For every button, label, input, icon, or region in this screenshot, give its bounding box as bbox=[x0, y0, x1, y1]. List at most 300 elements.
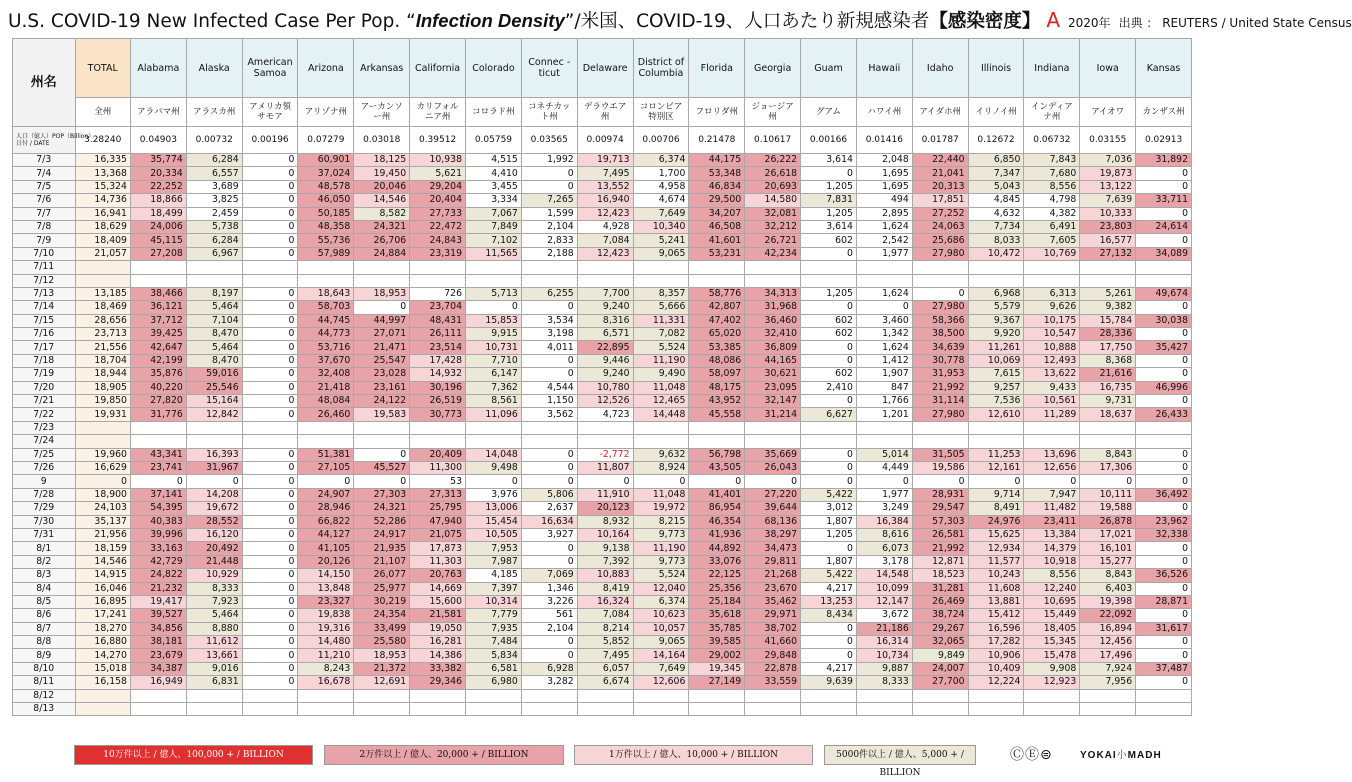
value-cell: 53,385 bbox=[689, 341, 745, 354]
value-cell: 19,417 bbox=[130, 595, 186, 608]
value-cell bbox=[912, 274, 968, 287]
total-cell bbox=[75, 689, 130, 702]
column-header-en: Arizona bbox=[298, 39, 354, 98]
total-cell: 16,941 bbox=[75, 207, 130, 220]
total-cell: 28,656 bbox=[75, 314, 130, 327]
value-cell: 0 bbox=[1136, 555, 1192, 568]
table-row bbox=[13, 167, 1192, 180]
value-cell: 29,547 bbox=[912, 502, 968, 515]
value-cell: 0 bbox=[186, 475, 242, 488]
table-row bbox=[13, 609, 1192, 622]
value-cell bbox=[801, 421, 857, 434]
value-cell: 38,466 bbox=[130, 287, 186, 300]
column-header-en: California bbox=[410, 39, 466, 98]
column-header-en: Idaho bbox=[912, 39, 968, 98]
value-cell: 40,220 bbox=[130, 381, 186, 394]
value-cell: 30,038 bbox=[1136, 314, 1192, 327]
corner-label: 州名 bbox=[13, 39, 76, 127]
value-cell: 19,713 bbox=[577, 154, 633, 167]
value-cell: 11,565 bbox=[466, 247, 522, 260]
value-cell: 2,833 bbox=[521, 234, 577, 247]
column-header-ja: 全州 bbox=[75, 98, 130, 127]
total-cell: 17,241 bbox=[75, 609, 130, 622]
value-cell: 7,831 bbox=[801, 194, 857, 207]
column-header-en: Kansas bbox=[1136, 39, 1192, 98]
value-cell bbox=[577, 421, 633, 434]
value-cell: 0 bbox=[242, 301, 298, 314]
value-cell: 5,014 bbox=[856, 448, 912, 461]
value-cell: 0 bbox=[242, 354, 298, 367]
value-cell: 4,928 bbox=[577, 220, 633, 233]
value-cell: 0 bbox=[130, 475, 186, 488]
value-cell: 9,915 bbox=[466, 328, 522, 341]
table-row bbox=[13, 676, 1192, 689]
total-cell: 19,931 bbox=[75, 408, 130, 421]
value-cell: 7,649 bbox=[633, 662, 689, 675]
value-cell: 15,600 bbox=[410, 595, 466, 608]
value-cell: 5,834 bbox=[466, 649, 522, 662]
value-cell: 0 bbox=[521, 301, 577, 314]
value-cell: 8,470 bbox=[186, 354, 242, 367]
table-row bbox=[13, 515, 1192, 528]
value-cell: 27,980 bbox=[912, 408, 968, 421]
value-cell: 14,932 bbox=[410, 368, 466, 381]
value-cell: 4,544 bbox=[521, 381, 577, 394]
value-cell: 22,440 bbox=[912, 154, 968, 167]
value-cell: 4,845 bbox=[968, 194, 1024, 207]
value-cell: 8,616 bbox=[856, 528, 912, 541]
value-cell: 9,490 bbox=[633, 368, 689, 381]
value-cell: 4,674 bbox=[633, 194, 689, 207]
value-cell: 10,340 bbox=[633, 220, 689, 233]
total-cell bbox=[75, 274, 130, 287]
legend-beige: 5000件以上 / 億人、5,000 + / BILLION bbox=[824, 745, 976, 765]
value-cell: 0 bbox=[1136, 448, 1192, 461]
value-cell: 32,408 bbox=[298, 368, 354, 381]
value-cell: 0 bbox=[521, 180, 577, 193]
value-cell: 4,217 bbox=[801, 582, 857, 595]
value-cell: 27,132 bbox=[1080, 247, 1136, 260]
value-cell bbox=[801, 435, 857, 448]
value-cell: 726 bbox=[410, 287, 466, 300]
value-cell bbox=[410, 421, 466, 434]
value-cell: 10,883 bbox=[577, 569, 633, 582]
date-cell: 8/4 bbox=[13, 582, 76, 595]
table-row bbox=[13, 435, 1192, 448]
value-cell: 0 bbox=[242, 475, 298, 488]
value-cell: 0 bbox=[1136, 502, 1192, 515]
value-cell: 4,515 bbox=[466, 154, 522, 167]
value-cell: 42,647 bbox=[130, 341, 186, 354]
value-cell: 24,063 bbox=[912, 220, 968, 233]
value-cell: 9,138 bbox=[577, 542, 633, 555]
value-cell: 23,095 bbox=[745, 381, 801, 394]
date-cell: 7/5 bbox=[13, 180, 76, 193]
value-cell: 7,362 bbox=[466, 381, 522, 394]
value-cell: 0 bbox=[1080, 475, 1136, 488]
value-cell: 8,843 bbox=[1080, 448, 1136, 461]
table-row bbox=[13, 261, 1192, 274]
table-row bbox=[13, 528, 1192, 541]
value-cell: 0 bbox=[1136, 676, 1192, 689]
value-cell: 8,880 bbox=[186, 622, 242, 635]
value-cell bbox=[1024, 421, 1080, 434]
value-cell: 7,397 bbox=[466, 582, 522, 595]
value-cell: 48,086 bbox=[689, 354, 745, 367]
date-cell: 7/3 bbox=[13, 154, 76, 167]
value-cell bbox=[242, 435, 298, 448]
total-cell: 18,270 bbox=[75, 622, 130, 635]
population-cell: 0.12672 bbox=[968, 127, 1024, 154]
value-cell: 7,265 bbox=[521, 194, 577, 207]
value-cell: 15,454 bbox=[466, 515, 522, 528]
table-row bbox=[13, 461, 1192, 474]
value-cell bbox=[521, 689, 577, 702]
value-cell: 10,505 bbox=[466, 528, 522, 541]
value-cell: 21,448 bbox=[186, 555, 242, 568]
table-row bbox=[13, 354, 1192, 367]
value-cell: 34,856 bbox=[130, 622, 186, 635]
value-cell: 21,616 bbox=[1080, 368, 1136, 381]
value-cell: 602 bbox=[801, 328, 857, 341]
table-row bbox=[13, 555, 1192, 568]
value-cell: 12,423 bbox=[577, 247, 633, 260]
column-header-en: Alaska bbox=[186, 39, 242, 98]
value-cell: 5,579 bbox=[968, 301, 1024, 314]
value-cell: 31,967 bbox=[186, 461, 242, 474]
value-cell: 41,601 bbox=[689, 234, 745, 247]
value-cell: 9,773 bbox=[633, 528, 689, 541]
value-cell: 26,878 bbox=[1080, 515, 1136, 528]
value-cell: 12,606 bbox=[633, 676, 689, 689]
value-cell: 26,618 bbox=[745, 167, 801, 180]
value-cell: 22,125 bbox=[689, 569, 745, 582]
value-cell: 1,977 bbox=[856, 488, 912, 501]
value-cell: 25,977 bbox=[354, 582, 410, 595]
value-cell bbox=[1080, 261, 1136, 274]
value-cell bbox=[354, 261, 410, 274]
value-cell: 21,107 bbox=[354, 555, 410, 568]
value-cell: 35,618 bbox=[689, 609, 745, 622]
date-cell: 8/1 bbox=[13, 542, 76, 555]
value-cell bbox=[801, 703, 857, 716]
value-cell: 16,384 bbox=[856, 515, 912, 528]
value-cell: 31,281 bbox=[912, 582, 968, 595]
value-cell bbox=[689, 421, 745, 434]
value-cell: 10,111 bbox=[1080, 488, 1136, 501]
value-cell: 0 bbox=[242, 662, 298, 675]
value-cell bbox=[801, 261, 857, 274]
value-cell: 5,524 bbox=[633, 341, 689, 354]
value-cell: 1,907 bbox=[856, 368, 912, 381]
value-cell: 0 bbox=[242, 368, 298, 381]
value-cell: 2,410 bbox=[801, 381, 857, 394]
value-cell: 30,773 bbox=[410, 408, 466, 421]
value-cell bbox=[354, 689, 410, 702]
value-cell bbox=[1024, 689, 1080, 702]
value-cell: 1,205 bbox=[801, 528, 857, 541]
title-source: 出典 ： REUTERS / United State Census bbox=[1118, 16, 1352, 30]
value-cell bbox=[354, 421, 410, 434]
population-cell: 0.00166 bbox=[801, 127, 857, 154]
value-cell: 18,499 bbox=[130, 207, 186, 220]
value-cell: 19,316 bbox=[298, 622, 354, 635]
total-cell: 18,629 bbox=[75, 220, 130, 233]
value-cell: 58,703 bbox=[298, 301, 354, 314]
value-cell: 0 bbox=[242, 408, 298, 421]
table-row bbox=[13, 703, 1192, 716]
title-year: 2020年 bbox=[1068, 16, 1111, 30]
column-header-en: Guam bbox=[801, 39, 857, 98]
value-cell: 6,980 bbox=[466, 676, 522, 689]
value-cell: 0 bbox=[1136, 475, 1192, 488]
value-cell: 48,578 bbox=[298, 180, 354, 193]
value-cell: 10,314 bbox=[466, 595, 522, 608]
value-cell: 0 bbox=[801, 475, 857, 488]
value-cell: 13,881 bbox=[968, 595, 1024, 608]
value-cell: 5,806 bbox=[521, 488, 577, 501]
value-cell: 9,016 bbox=[186, 662, 242, 675]
value-cell: 19,398 bbox=[1080, 595, 1136, 608]
value-cell: 54,395 bbox=[130, 502, 186, 515]
value-cell: 16,634 bbox=[521, 515, 577, 528]
value-cell: 21,041 bbox=[912, 167, 968, 180]
date-cell: 7/12 bbox=[13, 274, 76, 287]
value-cell: 0 bbox=[242, 542, 298, 555]
value-cell: 68,136 bbox=[745, 515, 801, 528]
value-cell: 15,345 bbox=[1024, 636, 1080, 649]
value-cell: 26,469 bbox=[912, 595, 968, 608]
column-header-en: Hawaii bbox=[856, 39, 912, 98]
value-cell: 7,536 bbox=[968, 395, 1024, 408]
value-cell: 46,354 bbox=[689, 515, 745, 528]
value-cell: 15,449 bbox=[1024, 609, 1080, 622]
total-cell: 16,895 bbox=[75, 595, 130, 608]
value-cell: 41,936 bbox=[689, 528, 745, 541]
value-cell: 4,449 bbox=[856, 461, 912, 474]
value-cell: 4,382 bbox=[1024, 207, 1080, 220]
value-cell: 0 bbox=[298, 475, 354, 488]
value-cell: 4,632 bbox=[968, 207, 1024, 220]
value-cell: 3,825 bbox=[186, 194, 242, 207]
value-cell: 8,434 bbox=[801, 609, 857, 622]
value-cell bbox=[242, 274, 298, 287]
table-row bbox=[13, 180, 1192, 193]
value-cell: 30,778 bbox=[912, 354, 968, 367]
value-cell: 1,624 bbox=[856, 287, 912, 300]
date-cell: 8/12 bbox=[13, 689, 76, 702]
value-cell: 9,887 bbox=[856, 662, 912, 675]
value-cell: 0 bbox=[521, 368, 577, 381]
value-cell: 32,081 bbox=[745, 207, 801, 220]
value-cell: -2,772 bbox=[577, 448, 633, 461]
value-cell: 6,313 bbox=[1024, 287, 1080, 300]
value-cell: 11,608 bbox=[968, 582, 1024, 595]
table-row bbox=[13, 542, 1192, 555]
value-cell bbox=[521, 261, 577, 274]
table-row bbox=[13, 314, 1192, 327]
value-cell: 32,410 bbox=[745, 328, 801, 341]
value-cell: 20,313 bbox=[912, 180, 968, 193]
value-cell: 13,006 bbox=[466, 502, 522, 515]
value-cell: 18,953 bbox=[354, 649, 410, 662]
value-cell: 2,104 bbox=[521, 220, 577, 233]
value-cell: 2,104 bbox=[521, 622, 577, 635]
value-cell: 25,686 bbox=[912, 234, 968, 247]
value-cell bbox=[633, 689, 689, 702]
value-cell bbox=[633, 261, 689, 274]
value-cell: 1,807 bbox=[801, 555, 857, 568]
value-cell: 10,623 bbox=[633, 609, 689, 622]
value-cell: 5,464 bbox=[186, 301, 242, 314]
title-main: U.S. COVID-19 New Infected Case Per Pop. “ bbox=[8, 11, 416, 32]
value-cell: 23,741 bbox=[130, 461, 186, 474]
table-row bbox=[13, 234, 1192, 247]
value-cell: 9,065 bbox=[633, 636, 689, 649]
value-cell: 19,672 bbox=[186, 502, 242, 515]
value-cell: 19,583 bbox=[354, 408, 410, 421]
value-cell: 9,849 bbox=[912, 649, 968, 662]
value-cell: 1,807 bbox=[801, 515, 857, 528]
value-cell: 33,076 bbox=[689, 555, 745, 568]
value-cell: 26,111 bbox=[410, 328, 466, 341]
value-cell: 17,306 bbox=[1080, 461, 1136, 474]
population-cell: 0.10617 bbox=[745, 127, 801, 154]
value-cell: 0 bbox=[801, 301, 857, 314]
value-cell: 28,931 bbox=[912, 488, 968, 501]
value-cell: 0 bbox=[801, 622, 857, 635]
value-cell: 7,924 bbox=[1080, 662, 1136, 675]
value-cell: 6,284 bbox=[186, 154, 242, 167]
value-cell: 11,190 bbox=[633, 542, 689, 555]
value-cell: 33,382 bbox=[410, 662, 466, 675]
table-row bbox=[13, 662, 1192, 675]
value-cell bbox=[912, 261, 968, 274]
value-cell: 55,736 bbox=[298, 234, 354, 247]
value-cell: 0 bbox=[242, 676, 298, 689]
value-cell: 4,217 bbox=[801, 662, 857, 675]
value-cell: 4,185 bbox=[466, 569, 522, 582]
total-cell: 14,270 bbox=[75, 649, 130, 662]
value-cell: 2,637 bbox=[521, 502, 577, 515]
value-cell bbox=[354, 435, 410, 448]
value-cell: 43,505 bbox=[689, 461, 745, 474]
value-cell bbox=[466, 689, 522, 702]
value-cell: 16,314 bbox=[856, 636, 912, 649]
value-cell: 21,232 bbox=[130, 582, 186, 595]
value-cell: 21,935 bbox=[354, 542, 410, 555]
value-cell bbox=[745, 689, 801, 702]
population-cell: 0.03018 bbox=[354, 127, 410, 154]
value-cell bbox=[1024, 261, 1080, 274]
population-cell: 0.05759 bbox=[466, 127, 522, 154]
value-cell: 2,459 bbox=[186, 207, 242, 220]
value-cell: 9,731 bbox=[1080, 395, 1136, 408]
population-cell: 0.02913 bbox=[1136, 127, 1192, 154]
value-cell: 26,519 bbox=[410, 395, 466, 408]
value-cell: 16,596 bbox=[968, 622, 1024, 635]
value-cell bbox=[577, 703, 633, 716]
date-cell: 7/13 bbox=[13, 287, 76, 300]
value-cell: 5,464 bbox=[186, 609, 242, 622]
value-cell: 0 bbox=[521, 475, 577, 488]
value-cell bbox=[466, 703, 522, 716]
population-cell: 0.01416 bbox=[856, 127, 912, 154]
value-cell: 6,255 bbox=[521, 287, 577, 300]
value-cell: 7,495 bbox=[577, 167, 633, 180]
value-cell: 11,048 bbox=[633, 381, 689, 394]
value-cell bbox=[521, 703, 577, 716]
date-cell: 8/5 bbox=[13, 595, 76, 608]
value-cell: 1,150 bbox=[521, 395, 577, 408]
column-header-en: Alabama bbox=[130, 39, 186, 98]
value-cell: 23,161 bbox=[354, 381, 410, 394]
value-cell: 46,996 bbox=[1136, 381, 1192, 394]
value-cell: 10,175 bbox=[1024, 314, 1080, 327]
value-cell: 12,871 bbox=[912, 555, 968, 568]
value-cell: 26,043 bbox=[745, 461, 801, 474]
value-cell: 1,599 bbox=[521, 207, 577, 220]
value-cell: 14,669 bbox=[410, 582, 466, 595]
value-cell: 6,571 bbox=[577, 328, 633, 341]
value-cell: 0 bbox=[466, 301, 522, 314]
value-cell: 12,526 bbox=[577, 395, 633, 408]
value-cell: 86,954 bbox=[689, 502, 745, 515]
value-cell: 1,695 bbox=[856, 167, 912, 180]
total-cell bbox=[75, 703, 130, 716]
total-cell: 15,324 bbox=[75, 180, 130, 193]
value-cell: 38,702 bbox=[745, 622, 801, 635]
title-bold: Infection Density bbox=[415, 10, 565, 31]
value-cell: 0 bbox=[912, 475, 968, 488]
table-row bbox=[13, 502, 1192, 515]
value-cell: 0 bbox=[242, 555, 298, 568]
value-cell: 58,366 bbox=[912, 314, 968, 327]
value-cell: 5,464 bbox=[186, 341, 242, 354]
value-cell: 31,114 bbox=[912, 395, 968, 408]
value-cell: 22,895 bbox=[577, 341, 633, 354]
value-cell bbox=[633, 421, 689, 434]
value-cell: 27,700 bbox=[912, 676, 968, 689]
value-cell: 20,763 bbox=[410, 569, 466, 582]
value-cell bbox=[689, 261, 745, 274]
value-cell: 28,336 bbox=[1080, 328, 1136, 341]
date-cell: 7/25 bbox=[13, 448, 76, 461]
total-cell: 19,960 bbox=[75, 448, 130, 461]
value-cell: 15,164 bbox=[186, 395, 242, 408]
table-row bbox=[13, 328, 1192, 341]
value-cell: 11,210 bbox=[298, 649, 354, 662]
value-cell: 15,625 bbox=[968, 528, 1024, 541]
column-header-ja: アメリカ領サモア bbox=[242, 98, 298, 127]
date-cell: 7/10 bbox=[13, 247, 76, 260]
total-cell: 16,880 bbox=[75, 636, 130, 649]
value-cell: 4,410 bbox=[466, 167, 522, 180]
value-cell bbox=[1136, 261, 1192, 274]
value-cell bbox=[298, 689, 354, 702]
title-letter: A bbox=[1046, 8, 1061, 32]
date-cell: 8/9 bbox=[13, 649, 76, 662]
value-cell: 5,422 bbox=[801, 569, 857, 582]
value-cell: 31,953 bbox=[912, 368, 968, 381]
date-cell: 7/23 bbox=[13, 421, 76, 434]
value-cell: 23,319 bbox=[410, 247, 466, 260]
value-cell: 44,997 bbox=[354, 314, 410, 327]
value-cell: 24,614 bbox=[1136, 220, 1192, 233]
value-cell: 31,776 bbox=[130, 408, 186, 421]
value-cell: 7,935 bbox=[466, 622, 522, 635]
column-header-ja: アーカンソー州 bbox=[354, 98, 410, 127]
